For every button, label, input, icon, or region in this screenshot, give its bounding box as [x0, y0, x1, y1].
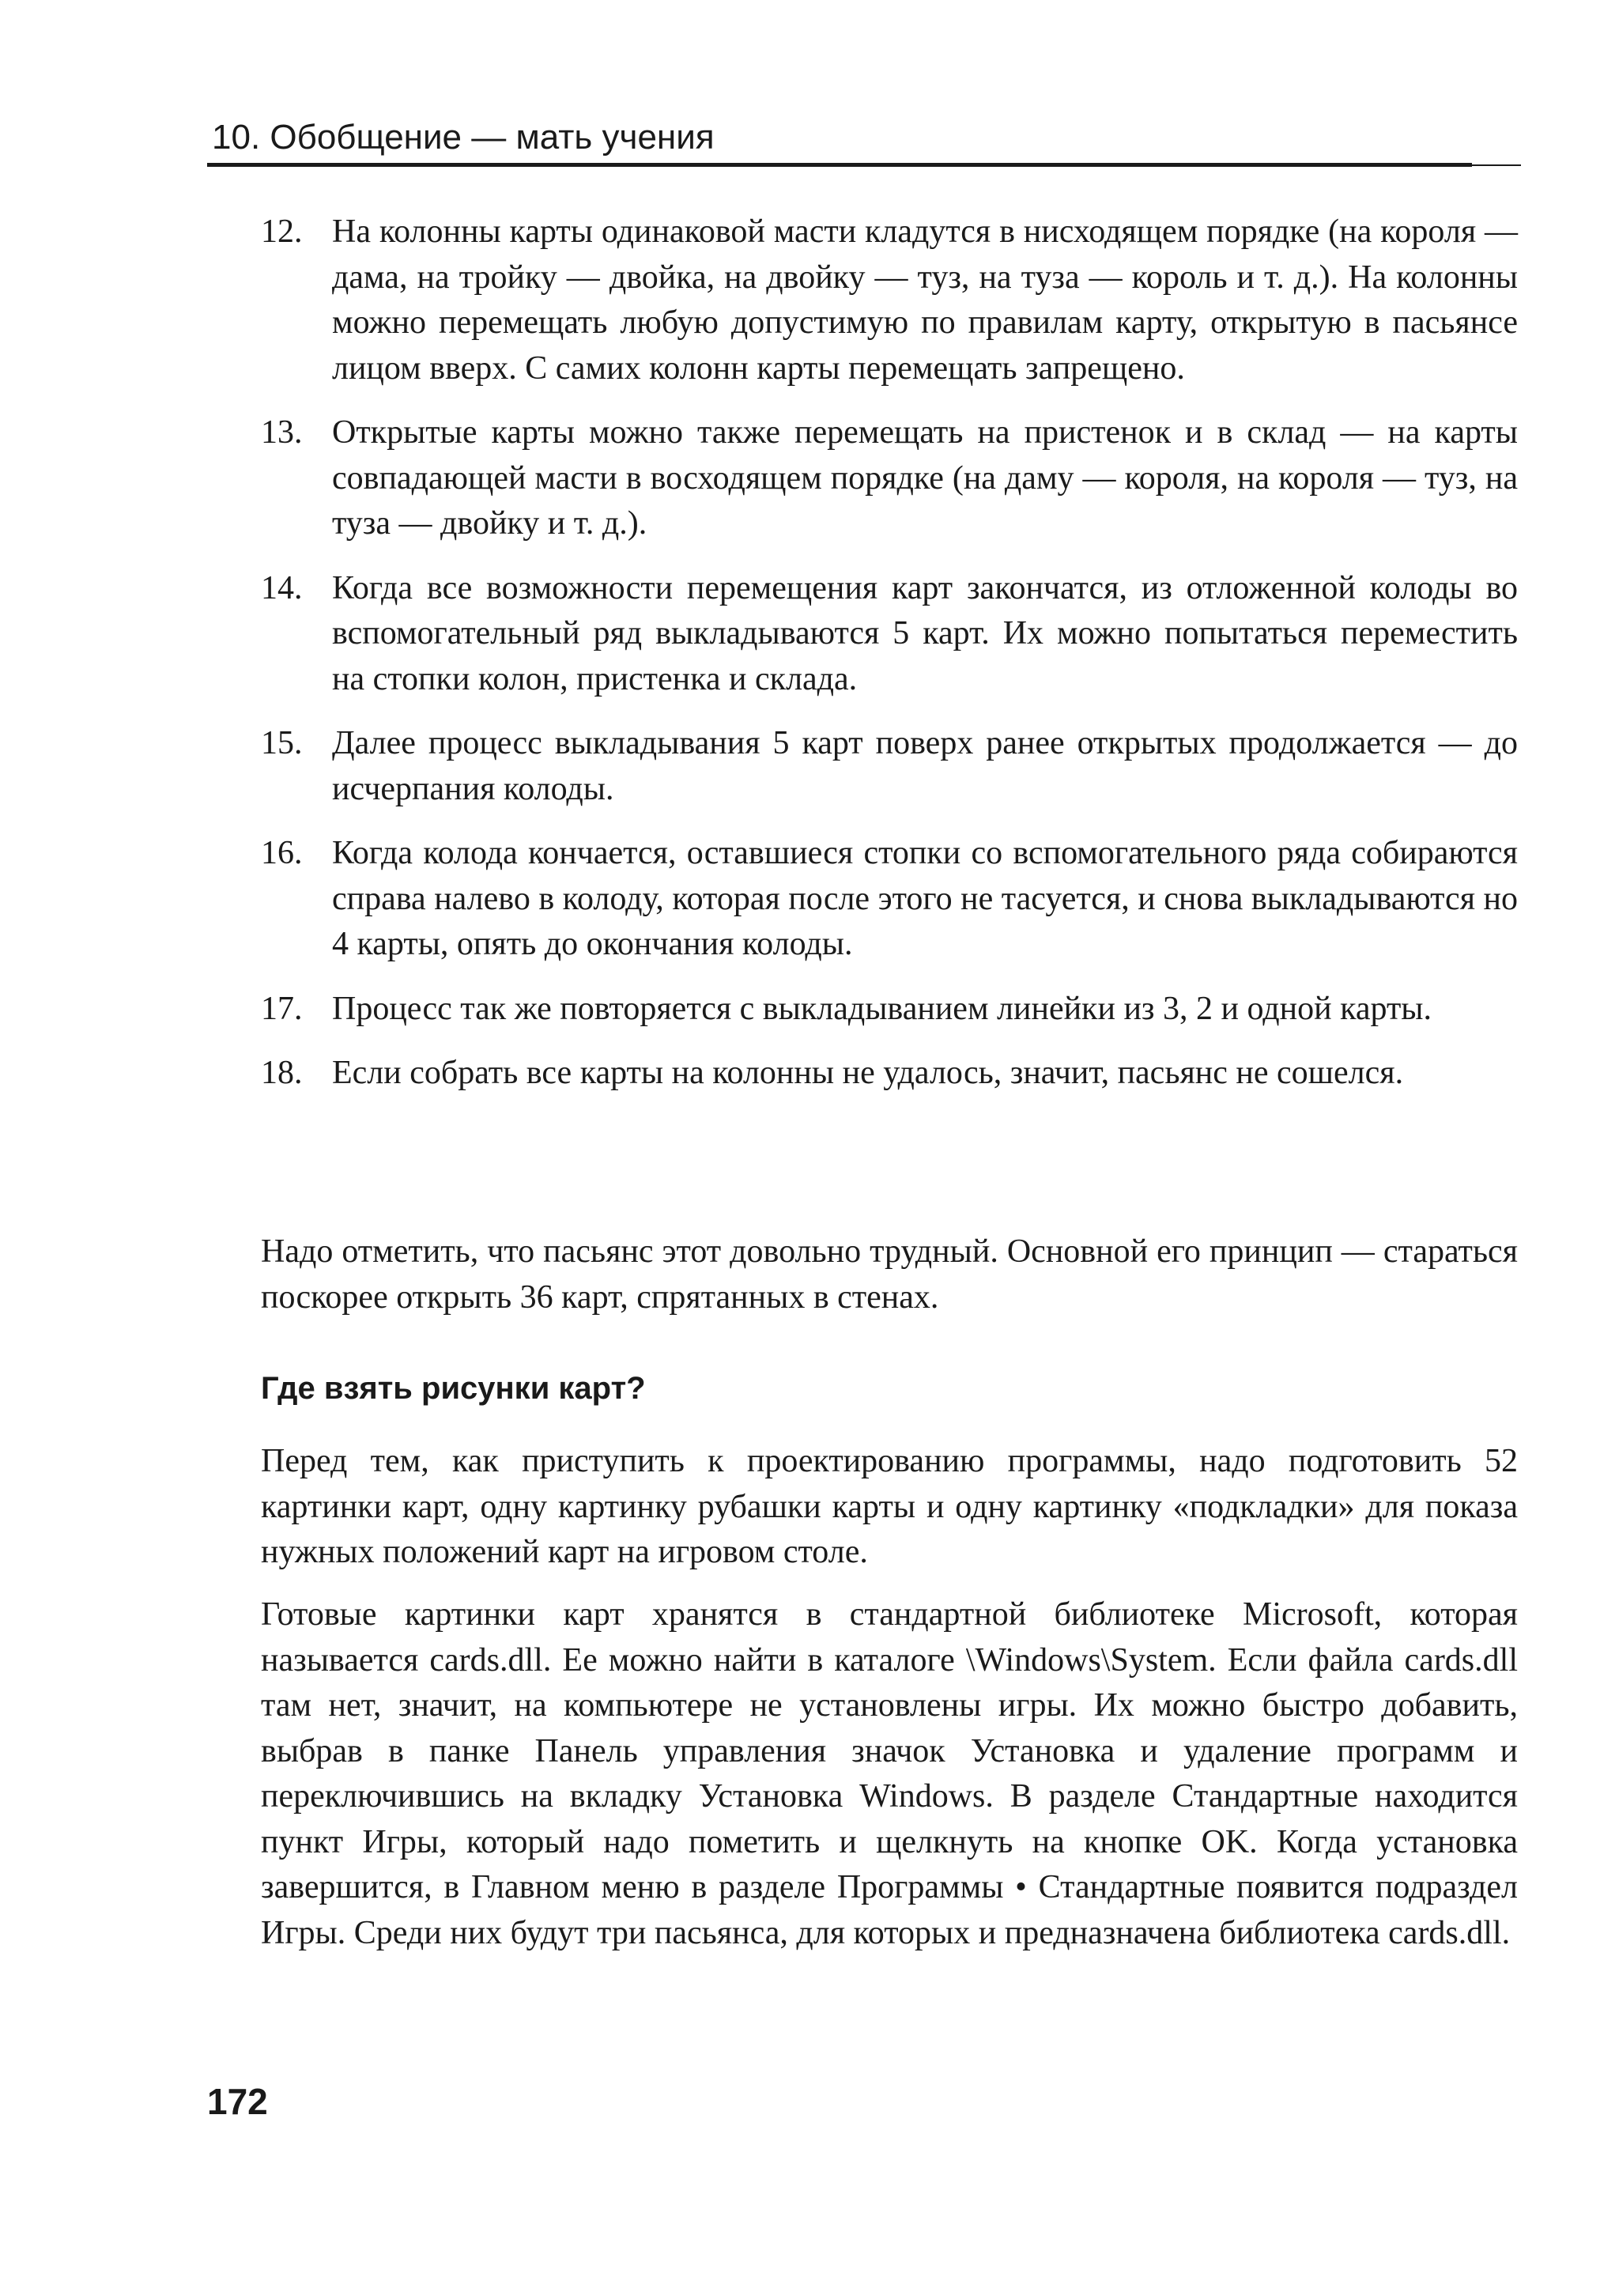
section-paragraph-1: Перед тем, как приступить к проектированию программы, надо подготовить 52 картинки карт, одну картинку рубашки карты и одну картинку «подкладки» для показа нужных положений карт на игровом столе.: [261, 1443, 1518, 1570]
note-paragraph: Надо отметить, что пасьянс этот довольно трудный. Основной его принцип — стараться поскорее открыть 36 карт, спрятанных в стенах.: [261, 1233, 1518, 1316]
header-rule-tail: [1472, 164, 1521, 166]
list-item-14: [261, 566, 1518, 703]
list-item-text: Открытые карты можно также перемещать на пристенок и в склад — на карты совпадающей масти в восходящем порядке (на даму — короля, на короля — туз, на туза — двойку и т. д.).: [332, 414, 1518, 542]
list-item-13: [261, 410, 1518, 547]
list-item-text: На колонны карты одинаковой масти кладутся в нисходящем порядке (на короля — дама, на тройку — двойка, на двойку — туз, на туза — король и т. д.). На колонны можно перемещать любую допустимую по правилам карту, открытую в пасьянсе лицом вверх. С самих колонн карты перемещать запрещено.: [332, 213, 1518, 387]
list-item-text: Если собрать все карты на колонны не удалось, значит, пасьянс не сошелся.: [332, 1055, 1404, 1091]
running-header: [207, 112, 1521, 168]
list-item-17: [261, 987, 1518, 1033]
list-item-text: Когда все возможности перемещения карт закончатся, из отложенной колоды во вспомогательный ряд выкладываются 5 карт. Их можно попытаться переместить на стопки колон, пристенка и склада.: [332, 569, 1518, 697]
header-rule: [207, 163, 1472, 167]
numbered-list: [261, 210, 1518, 1116]
list-item-text: Далее процесс выкладывания 5 карт поверх ранее открытых продолжается — до исчерпания колоды.: [332, 725, 1518, 807]
list-item-16: [261, 831, 1518, 968]
list-item-15: [261, 721, 1518, 812]
chapter-title: 10. Обобщение — мать учения: [212, 118, 715, 157]
list-item-number: 17.: [261, 990, 303, 1027]
list-item-number: 13.: [261, 414, 303, 451]
list-item-number: 16.: [261, 835, 303, 871]
section-heading: Где взять рисунки карт?: [261, 1371, 646, 1406]
list-item-12: [261, 210, 1518, 391]
section-paragraph-2: Готовые картинки карт хранятся в стандартной библиотеке Microsoft, которая называется cards.dll. Ее можно найти в каталоге \Windows\System. Если файла cards.dll там нет, значит, на компьютере не установлены игры. Их можно быстро добавить, выбрав в панке Панель управления значок Установка и удаление программ и переключившись на вкладку Установка Windows. В разделе Стандартные находится пункт Игры, который надо пометить и щелкнуть на кнопке OK. Когда установка завершится, в Главном меню в разделе Программы • Стандартные появится подраздел Игры. Среди них будут три пасьянса, для которых и предназначена библиотека cards.dll.: [261, 1596, 1518, 1951]
list-item-number: 14.: [261, 569, 303, 606]
page-number: 172: [207, 2081, 268, 2122]
list-item-text: Когда колода кончается, оставшиеся стопки со вспомогательного ряда собираются справа налево в колоду, которая после этого не тасуется, и снова выкладываются но 4 карты, опять до окончания колоды.: [332, 835, 1518, 962]
list-item-number: 12.: [261, 213, 303, 250]
list-item-18: [261, 1051, 1518, 1097]
list-item-text: Процесс так же повторяется с выкладыванием линейки из 3, 2 и одной карты.: [332, 990, 1432, 1027]
list-item-number: 18.: [261, 1055, 303, 1091]
list-item-number: 15.: [261, 725, 303, 761]
